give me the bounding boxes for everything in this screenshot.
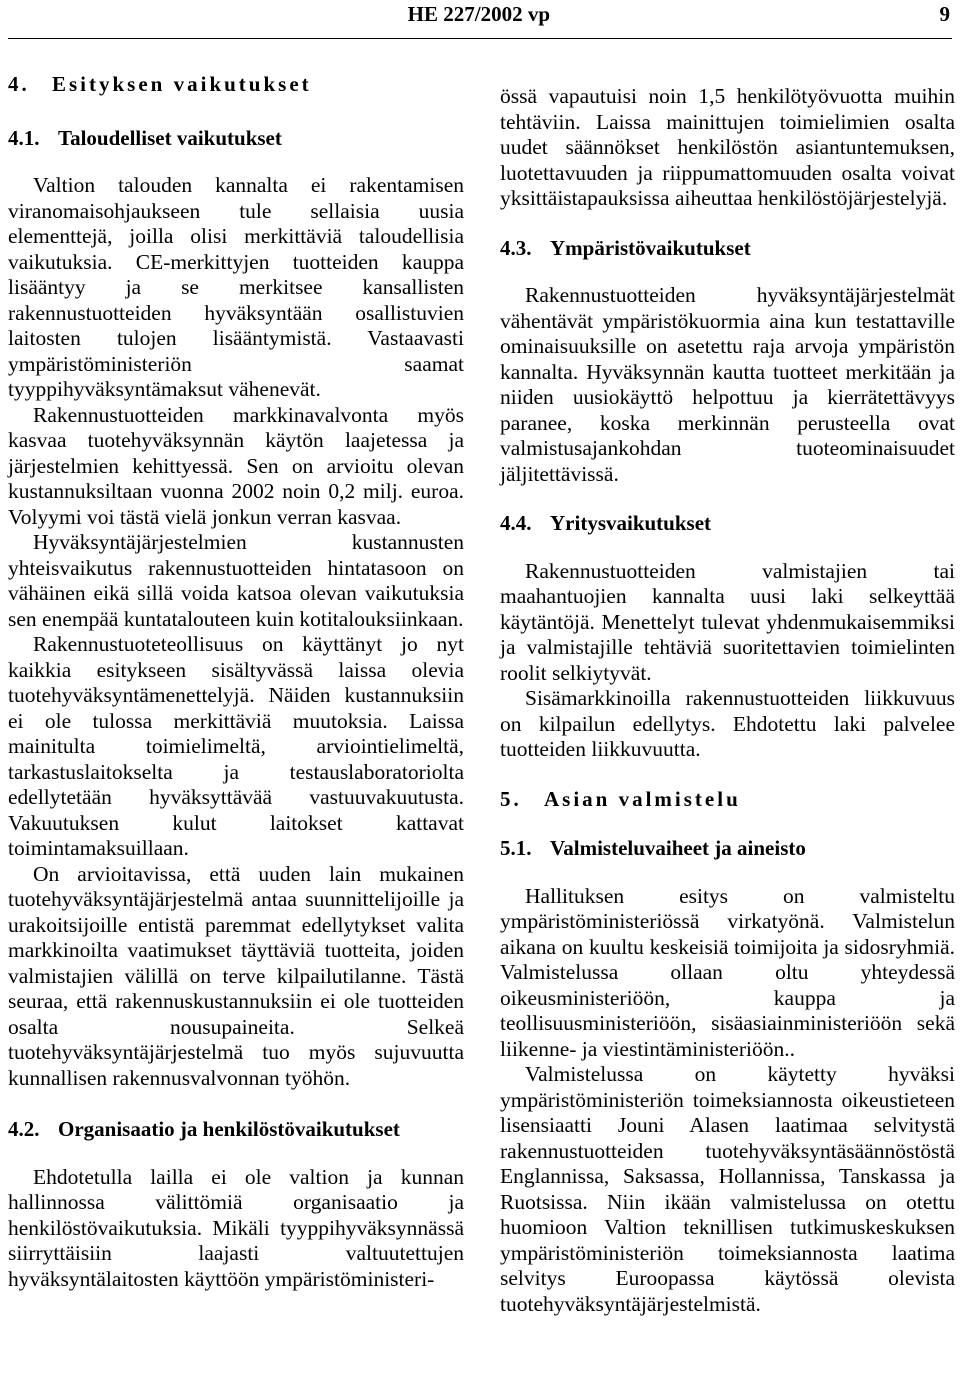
paragraph: Sisämarkkinoilla rakennustuotteiden liikkuvuus on kilpailun edellytys. Ehdotettu laki palvelee tuotteiden liikkuvuutta. [500, 686, 955, 761]
section-number: 5. [500, 786, 522, 811]
subsection-number: 4.3. [500, 235, 532, 260]
subsection-heading-4-1 [8, 126, 464, 152]
subsection-title: Yritysvaikutukset [550, 511, 712, 535]
left-column [8, 72, 464, 1292]
right-column [500, 84, 955, 1317]
paragraph: Ehdotetulla lailla ei ole valtion ja kunnan hallinnossa välittömiä organisaatio ja henkilöstövaikutuksia. Mikäli tyyppihyväksynnässä siirryttäisiin laajasti valtuutettujen hyväksyntälaitosten käyttöön ympäristöministeri- [8, 1164, 464, 1291]
paragraph: Valtion talouden kannalta ei rakentamisen viranomaisohjaukseen tule sellaisia uusia elementtejä, joilla olisi merkittäviä taloudellisia vaikutuksia. CE-merkittyjen tuotteiden kauppa lisääntyy ja se merkitsee kansallisten rakennustuotteiden hyväksyntään osallistuvien laitosten tulojen lisääntymistä. Vastaavasti ympäristöministeriön saamat tyyppihyväksyntämaksut vähenevät. [8, 173, 464, 401]
paragraph: Rakennustuotteiden valmistajien tai maahantuojien kannalta uusi laki selkeyttää käytäntöjä. Menettelyt tulevat yhdenmukaisemmiksi ja valmistajille tehtäviä suoritettavien toimielinten roolit selkiytyvät. [500, 558, 955, 685]
subsection-title: Ympäristövaikutukset [550, 235, 751, 260]
section-heading-5 [500, 787, 955, 813]
subsection-heading-5-1 [500, 836, 955, 862]
paragraph: Hyväksyntäjärjestelmien kustannusten yhteisvaikutus rakennustuotteiden hintatasoon on vähäinen eikä sillä voida katsoa olevan vaikutuksia sen enempää kuntatalouteen kuin kotitalouksiinkaan. [8, 530, 464, 631]
section-title: Esityksen vaikutukset [52, 72, 312, 96]
subsection-heading-4-4 [500, 511, 955, 537]
paragraph: Rakennustuoteteollisuus on käyttänyt jo nyt kaikkia esitykseen sisältyvässä laissa olevia tuotehyväksyntämenettelyjä. Näiden kustannuksiin ei ole tulossa merkittäviä muutoksia. Laissa mainitulta toimielimeltä, arviointielimeltä, tarkastuslaitokselta ja testauslaboratoriolta edellytetään hyväksyttävää vastuuvakuutusta. Vakuutuksen kulut laitokset kattavat toimintamaksuillaan. [8, 632, 464, 860]
subsection-number: 5.1. [500, 836, 532, 860]
paragraph: Valmistelussa on käytetty hyväksi ympäristöministeriön toimeksiannosta oikeustieteen lisensiaatti Jouni Alasen laatimaa selvitystä rakennustuotteiden tuotehyväksyntäsäännöstöstä Englannissa, Saksassa, Hollannissa, Tanskassa ja Ruotsissa. Niin ikään valmistelussa on otettu huomioon Valtion teknillisen tutkimuskeskuksen ympäristöministeriön toimeksiannosta laatima selvitys Euroopassa käytössä olevista tuotehyväksyntäjärjestelmistä. [500, 1062, 955, 1316]
paragraph: Rakennustuotteiden markkinavalvonta myös kasvaa tuotehyväksynnän käytön laajetessa ja järjestelmien kehittyessä. Sen on arvioitu olevan kustannuksiltaan vuonna 2002 noin 0,2 milj. euroa. Volyymi voi tästä vielä jonkun verran kasvaa. [8, 402, 464, 529]
subsection-title: Valmisteluvaiheet ja aineisto [550, 836, 806, 860]
subsection-number: 4.1. [8, 125, 40, 150]
subsection-heading-4-3 [500, 236, 955, 262]
paragraph: Rakennustuotteiden hyväksyntäjärjestelmät vähentävät ympäristökuormia aina kun testattaville ominaisuuksille on asetettu raja arvoja ympäristön kannalta. Hyväksynnän kautta tuotteet merkitään ja niiden uusiokäyttö helpottuu ja kierrätettävyys paranee, koska merkinnän perusteella ovat valmistusajankohdan tuoteominaisuudet jäljitettävissä. [500, 283, 955, 486]
document-id: HE 227/2002 vp [407, 2, 550, 26]
section-title: Asian valmistelu [544, 786, 741, 811]
section-heading-4 [8, 72, 464, 98]
page-number: 9 [939, 2, 950, 26]
header-rule [8, 38, 952, 39]
paragraph: Hallituksen esitys on valmisteltu ympäristöministeriössä virkatyönä. Valmistelun aikana on kuultu keskeisiä toimijoita ja sidosryhmiä. Valmistelussa ollaan oltu yhteydessä oikeusministeriöön, kauppa ja teollisuusministeriöön, sisäasiainministeriöön sekä liikenne- ja viestintäministeriöön.. [500, 883, 955, 1061]
subsection-title: Organisaatio ja henkilöstövaikutukset [58, 1117, 400, 1141]
paragraph: On arvioitavissa, että uuden lain mukainen tuotehyväksyntäjärjestelmä antaa suunnittelijoille ja urakoitsijoille entistä paremmat edellytykset valita markkinoilta vaatimukset täyttäviä tuotteita, joiden valmistajien välillä on terve kilpailutilanne. Tästä seuraa, että rakennuskustannuksiin ei ole tuotteiden osalta nousupaineita. Selkeä tuotehyväksyntäjärjestelmä tuo myös sujuvuutta kunnallisen rakennusvalvonnan työhön. [8, 861, 464, 1090]
subsection-heading-4-2 [8, 1117, 464, 1143]
subsection-number: 4.2. [8, 1117, 40, 1141]
paragraph-continued: össä vapautuisi noin 1,5 henkilötyövuotta muihin tehtäviin. Laissa mainittujen toimielimien osalta uudet säännökset henkilöstön asiantuntemuksen, luotettavuuden ja riippumattomuuden osalta voivat yksittäistapauksissa aiheuttaa henkilöstöjärjestelyjä. [500, 84, 955, 210]
subsection-title: Taloudelliset vaikutukset [58, 125, 282, 150]
page-header [8, 2, 950, 30]
subsection-number: 4.4. [500, 511, 532, 535]
section-number: 4. [8, 72, 30, 96]
